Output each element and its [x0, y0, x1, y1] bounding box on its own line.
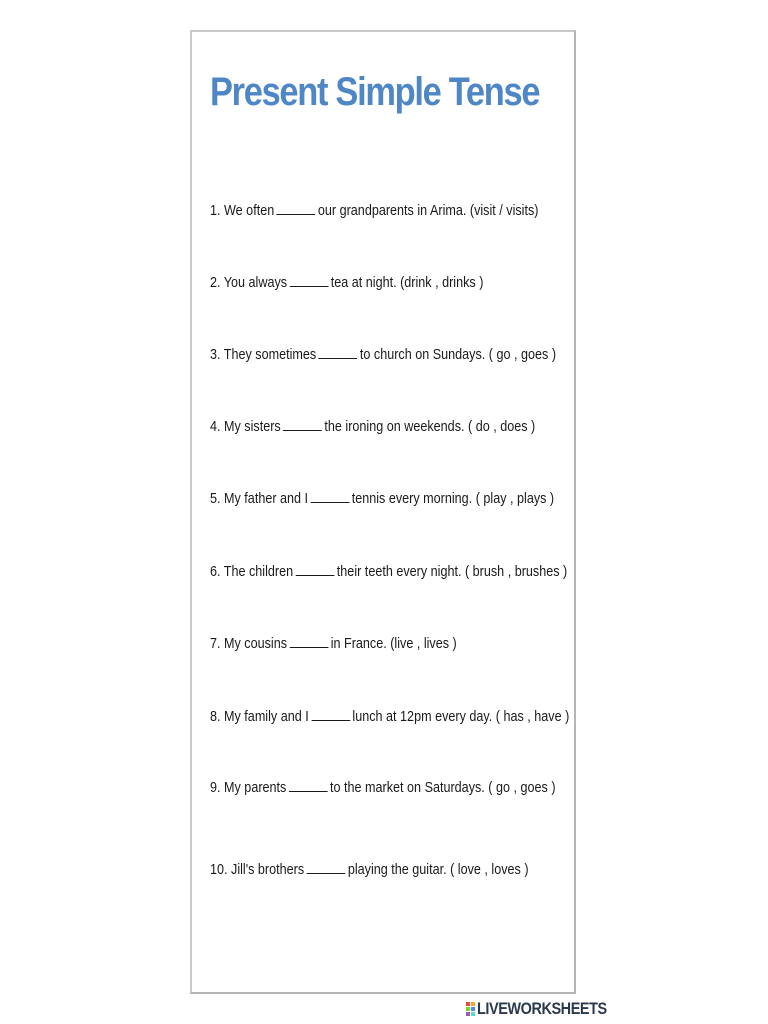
answer-blank[interactable] [307, 859, 346, 874]
answer-blank[interactable] [290, 633, 329, 648]
question-text-after: to church on Sundays. ( go , goes ) [359, 346, 557, 363]
logo-square-4 [471, 1007, 475, 1011]
question-text-after: playing the guitar. ( love , loves ) [347, 861, 529, 878]
answer-blank[interactable] [296, 561, 335, 576]
logo-square-3 [466, 1007, 470, 1011]
question-text-after: tea at night. (drink , drinks ) [330, 274, 484, 291]
answer-blank[interactable] [289, 777, 328, 792]
worksheet-title: Present Simple Tense [210, 70, 540, 114]
answer-blank[interactable] [277, 200, 316, 215]
answer-blank[interactable] [311, 488, 350, 503]
question-9 [210, 777, 556, 798]
question-5 [210, 488, 554, 509]
question-text-before: 10. Jill's brothers [210, 861, 305, 878]
question-text-after: lunch at 12pm every day. ( has , have ) [352, 708, 570, 725]
liveworksheets-wordmark: LIVEWORKSHEETS [477, 999, 607, 1018]
question-2 [210, 272, 483, 293]
question-text-before: 3. They sometimes [210, 346, 317, 363]
question-4 [210, 416, 535, 437]
logo-square-6 [471, 1012, 475, 1016]
question-10 [210, 859, 529, 880]
answer-blank[interactable] [319, 344, 358, 359]
question-text-after: tennis every morning. ( play , plays ) [351, 490, 555, 507]
question-text-before: 2. You always [210, 274, 288, 291]
logo-square-1 [466, 1002, 470, 1006]
question-text-after: the ironing on weekends. ( do , does ) [324, 418, 536, 435]
question-text-after: their teeth every night. ( brush , brushes ) [336, 563, 568, 580]
question-text-before: 8. My family and I [210, 708, 309, 725]
logo-square-5 [466, 1012, 470, 1016]
question-1 [210, 200, 538, 221]
logo-square-2 [471, 1002, 475, 1006]
question-6 [210, 561, 567, 582]
question-7 [210, 633, 457, 654]
question-text-after: our grandparents in Arima. (visit / visits) [317, 202, 539, 219]
question-3 [210, 344, 556, 365]
liveworksheets-logo-icon [466, 1002, 475, 1016]
question-text-before: 1. We often [210, 202, 275, 219]
liveworksheets-brand[interactable] [466, 998, 630, 1020]
worksheet-page [190, 30, 576, 994]
question-text-before: 4. My sisters [210, 418, 281, 435]
answer-blank[interactable] [283, 416, 322, 431]
question-text-before: 6. The children [210, 563, 294, 580]
answer-blank[interactable] [311, 706, 350, 721]
question-text-after: to the market on Saturdays. ( go , goes ) [330, 779, 556, 796]
question-text-before: 5. My father and I [210, 490, 309, 507]
question-text-after: in France. (live , lives ) [330, 635, 457, 652]
question-text-before: 9. My parents [210, 779, 287, 796]
question-8 [210, 706, 569, 727]
question-text-before: 7. My cousins [210, 635, 288, 652]
answer-blank[interactable] [290, 272, 329, 287]
